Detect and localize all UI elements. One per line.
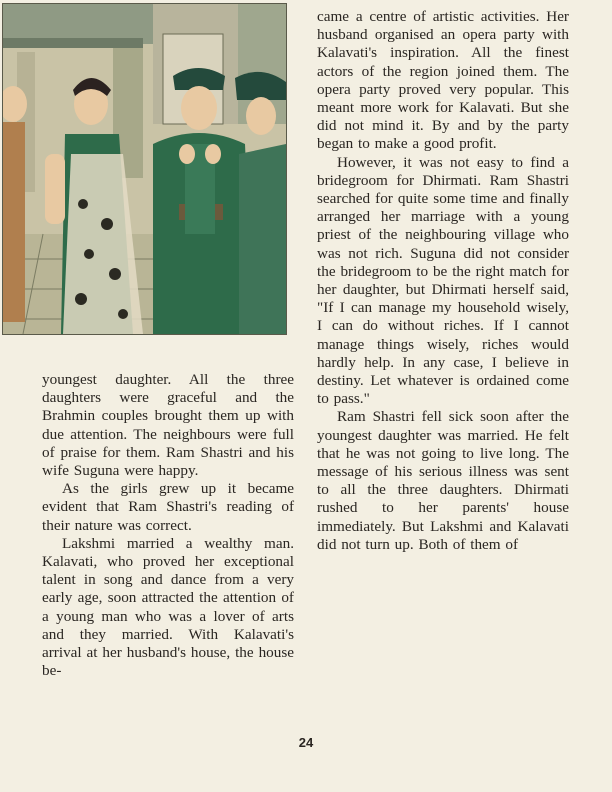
left-column [42,371,294,680]
left-paragraph-3: Lakshmi married a wealthy man. Kalavati, who proved her exceptional talent in song and dance from a very early age, soon attracted the attention of a young man who was a lover of arts and they married. With Kalavati's arrival at her husband's house, the house be- [42,534,294,680]
story-illustration [2,3,287,335]
right-paragraph-2: However, it was not easy to find a bridegroom for Dhirmati. Ram Shastri searched for quite some time and finally arranged her marriage with a young priest of the neighbouring village who was not rich. Suguna did not consider the bridegroom to be the right match for her daughter, but Dhirmati herself said, "If I can manage my household wisely, I can do without riches. If I cannot manage things wisely, riches would hardly help. In any case, I believe in destiny. Let whatever is ordained come to pass." [317,153,569,408]
illustration-art [3,4,286,334]
right-column [317,8,569,554]
left-paragraph-1: youngest daughter. All the three daughters were graceful and the Brahmin couples brought them up with due attention. The neighbours were full of praise for them. Ram Shastri and his wife Suguna were happy. [42,371,294,480]
right-paragraph-3: Ram Shastri fell sick soon after the youngest daughter was married. He felt that he was not going to live long. The message of his serious illness was sent to all the three daughters. Dhirmati rushed to her parents' house immediately. But Lakshmi and Kalavati did not turn up. Both of them of [317,408,569,553]
left-paragraph-2: As the girls grew up it became evident that Ram Shastri's reading of their nature was correct. [42,480,294,534]
page-number: 24 [298,735,314,750]
right-paragraph-1: came a centre of artistic activities. Her husband organised an opera party with Kalavati's inspiration. All the finest actors of the region joined them. The opera party proved very popular. This meant more work for Kalavati. But she did not mind it. By and by the party began to make a good profit. [317,8,569,153]
